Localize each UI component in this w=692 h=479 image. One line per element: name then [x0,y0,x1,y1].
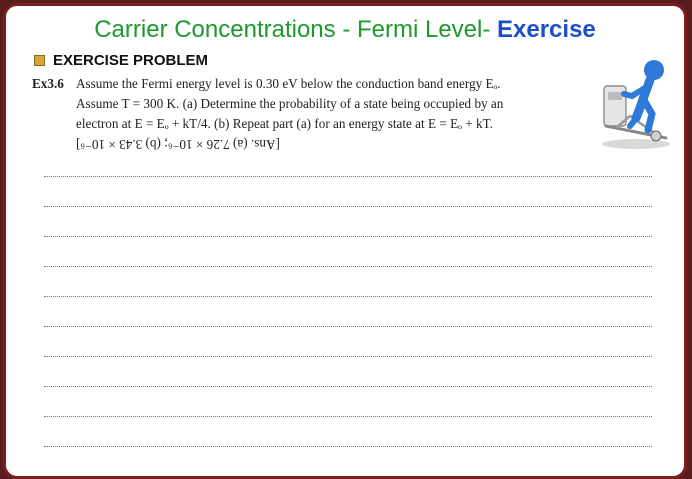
section-heading [34,52,208,69]
writing-line [44,326,652,327]
page-title [6,16,684,44]
writing-line [44,266,652,267]
figure-on-exercise-machine-icon [596,56,676,151]
writing-line [44,236,652,237]
writing-line [44,176,652,177]
problem-line-1 [32,74,592,94]
bullet-icon [34,55,45,66]
writing-line [44,206,652,207]
problem-label: Ex3.6 [32,76,64,91]
title-main: Carrier Concentrations - Fermi Level- [94,16,491,43]
section-heading-text: EXERCISE PROBLEM [53,52,209,69]
answer-writing-lines [44,176,652,476]
answer-line [32,134,592,154]
slide-frame [3,3,687,479]
writing-line [44,446,652,447]
answer-text: [Ans. (a) 7.26 × 10⁻⁶; (b) 3.43 × 10⁻⁶] [76,137,280,152]
writing-line [44,296,652,297]
problem-line-3: electron at E = Eₒ + kT/4. (b) Repeat part (a) for an energy state at E = Eₒ + kT. [76,116,493,131]
title-accent: Exercise [497,16,596,43]
problem-line-1-text: Assume the Fermi energy level is 0.30 eV below the conduction band energy Eₒ. [76,76,501,91]
writing-line [44,416,652,417]
writing-line [44,356,652,357]
problem-text [32,74,592,154]
problem-line-2: Assume T = 300 K. (a) Determine the probability of a state being occupied by an [76,96,504,111]
writing-line [44,386,652,387]
